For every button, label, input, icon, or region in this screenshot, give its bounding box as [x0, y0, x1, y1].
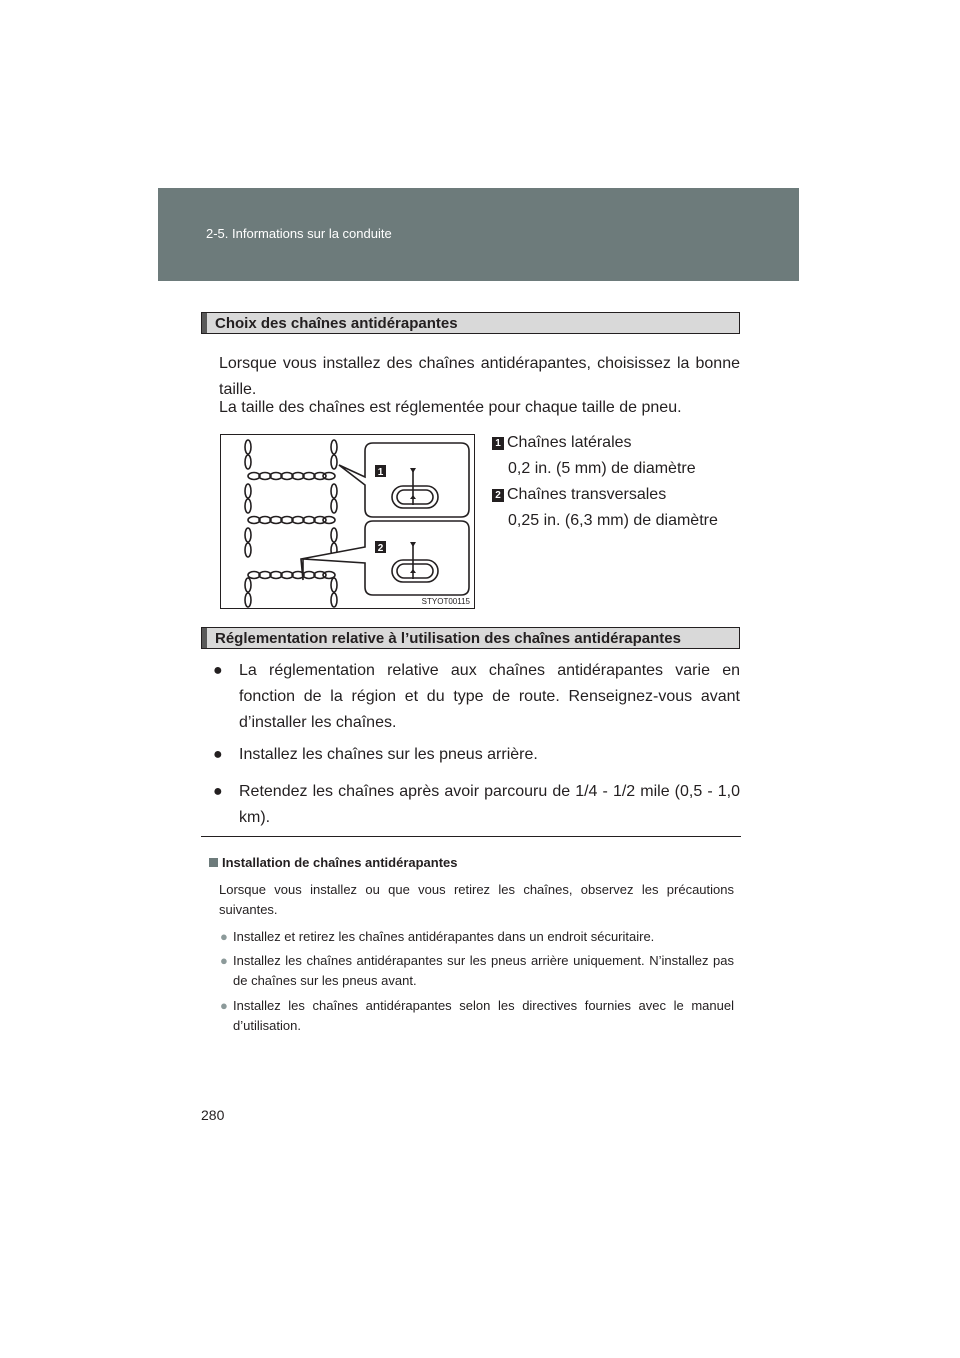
callout-box-2 [301, 521, 469, 595]
note-bullet-text: Installez et retirez les chaînes antidérapantes dans un endroit sécuritaire. [233, 929, 655, 944]
note-title [209, 855, 458, 870]
bullet-icon: ● [213, 662, 223, 679]
legend-item-2 [492, 482, 666, 508]
regulation-bullet-text: Installez les chaînes sur les pneus arrière. [239, 746, 538, 763]
header-band [158, 188, 799, 281]
figure-code: STYOT00115 [421, 597, 470, 606]
section-heading-text: Réglementation relative à l’utilisation des chaînes antidérapantes [215, 630, 681, 647]
heading-accent-bar [202, 628, 207, 648]
heading-accent-bar [202, 313, 207, 333]
bullet-icon: ● [220, 998, 228, 1013]
figure-callout-2-label: 2 [377, 543, 384, 554]
bullet-icon: ● [213, 746, 223, 763]
paragraph-size-choice: Lorsque vous installez des chaînes antidérapantes, choisissez la bonne taille. [219, 355, 740, 398]
tire-chain-illustration [220, 434, 475, 609]
paragraph-size-regulation: La taille des chaînes est réglementée pour chaque taille de pneu. [219, 399, 682, 416]
cross-chain-2 [248, 517, 335, 524]
cross-chain-1 [248, 473, 335, 480]
tire-chain-drawing [221, 435, 474, 608]
legend-label-1: Chaînes latérales [507, 434, 632, 451]
section-heading-text: Choix des chaînes antidérapantes [215, 315, 458, 332]
legend-item-1 [492, 430, 632, 456]
section-heading-chain-choice [201, 312, 740, 334]
bullet-icon: ● [213, 783, 223, 800]
callout-box-1 [339, 443, 469, 517]
note-marker-icon [209, 858, 218, 867]
note-intro: Lorsque vous installez ou que vous retirez les chaînes, observez les précautions suivantes. [219, 882, 734, 917]
legend-detail-2: 0,25 in. (6,3 mm) de diamètre [508, 512, 718, 529]
regulation-bullet-text: La réglementation relative aux chaînes antidérapantes varie en fonction de la région et du type de route. Renseignez-vous avant d’installer les chaînes. [239, 662, 740, 731]
note-bullet-text: Installez les chaînes antidérapantes sur les pneus arrière uniquement. N’installez pas de chaînes sur les pneus avant. [233, 953, 734, 988]
section-divider [201, 836, 741, 837]
section-label: 2-5. Informations sur la conduite [206, 226, 392, 241]
legend-label-2: Chaînes transversales [507, 486, 667, 503]
regulation-bullet-text: Retendez les chaînes après avoir parcouru de 1/4 - 1/2 mile (0,5 - 1,0 km). [239, 783, 740, 826]
note-bullet-text: Installez les chaînes antidérapantes selon les directives fournies avec le manuel d’utilisation. [233, 998, 734, 1033]
figure-callout-1-label: 1 [377, 467, 384, 478]
bullet-icon: ● [220, 929, 228, 944]
cross-chain-3 [248, 572, 335, 579]
page-number: 280 [201, 1107, 225, 1123]
legend-number-2: 2 [492, 489, 504, 502]
section-heading-regulation [201, 627, 740, 649]
legend-detail-1: 0,2 in. (5 mm) de diamètre [508, 460, 696, 477]
bullet-icon: ● [220, 953, 228, 968]
note-title-text: Installation de chaînes antidérapantes [222, 855, 458, 870]
legend-number-1: 1 [492, 437, 504, 450]
